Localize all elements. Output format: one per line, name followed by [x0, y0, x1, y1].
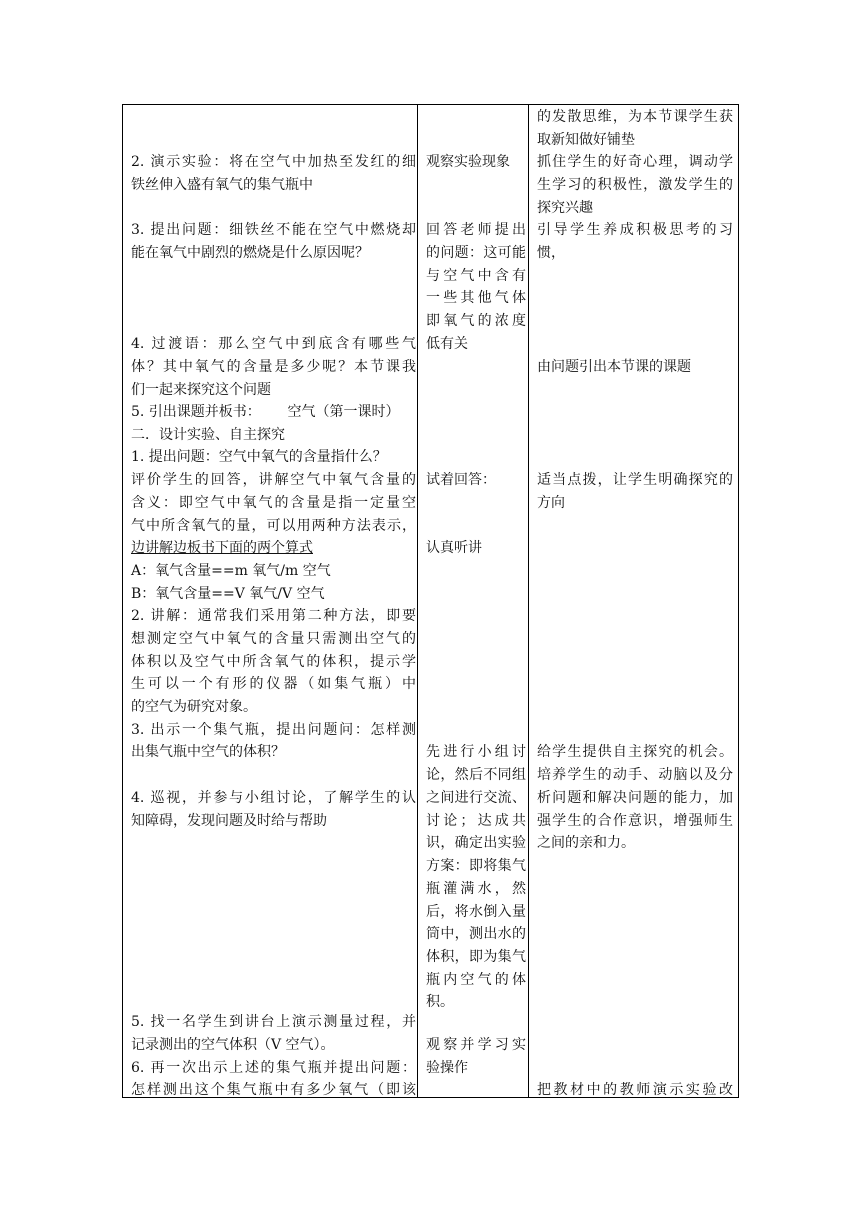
text-line: 铁丝伸入盛有氧气的集气瓶中	[131, 177, 313, 193]
text-line: 认真听讲	[426, 540, 482, 556]
text-line: 试着回答：	[426, 472, 496, 488]
text-line: 2. 演示实验：将在空气中加热至发红的细	[131, 154, 416, 170]
text-line: 与空气中含有	[426, 268, 526, 284]
text-line: 适当点拨，让学生明确探究的	[537, 472, 733, 488]
text-line: 回答老师提出	[426, 222, 526, 238]
text-line: 后，将水倒入量	[426, 904, 526, 920]
text-line: 4. 巡视，并参与小组讨论，了解学生的认	[131, 790, 416, 806]
text-line: 体积以及空气中所含氧气的体积，提示学	[131, 654, 416, 670]
text-line: 生可以一个有形的仪器（如集气瓶）中	[131, 676, 416, 692]
text-line: 生学习的积极性，激发学生的	[537, 177, 733, 193]
text-line: 3. 提出问题：细铁丝不能在空气中燃烧却	[131, 222, 416, 238]
text-line: 观察实验现象	[426, 154, 510, 170]
text-line: 知障碍，发现问题及时给与帮助	[131, 813, 327, 829]
text-line: 给学生提供自主探究的机会。	[537, 744, 733, 760]
text-line: 筒中，测出水的	[426, 926, 526, 942]
text-line: 记录测出的空气体积（V 空气）。	[131, 1037, 335, 1053]
text-line: 3. 出示一个集气瓶，提出问题问：怎样测	[131, 722, 416, 738]
text-line: 怎样测出这个集气瓶中有多少氧气（即该	[131, 1082, 416, 1098]
text-line: 引导学生养成积极思考的习	[537, 222, 733, 238]
text-line: 体积，即为集气	[426, 949, 526, 965]
text-line: 一些其他气体	[426, 290, 526, 306]
text-line: 方案：即将集气	[426, 858, 526, 874]
text-line: 之间的亲和力。	[537, 835, 635, 851]
text-line: 低有关	[426, 336, 468, 352]
formula-a: A：氧气含量==m 氧气/m 空气	[131, 563, 331, 579]
text-line: 能在氧气中剧烈的燃烧是什么原因呢？	[131, 245, 369, 261]
text-line: 评价学生的回答，讲解空气中氧气含量的	[131, 472, 416, 488]
text-line: 之间进行交流、	[426, 790, 526, 806]
text-line: 想测定空气中氧气的含量只需测出空气的	[131, 631, 416, 647]
text-line: 瓶内空气的体	[426, 972, 526, 988]
column-divider-2	[528, 105, 529, 1097]
text-line: 验操作	[426, 1060, 468, 1076]
text-line: 气中所含氧气的量，可以用两种方法表示，	[131, 518, 416, 534]
text-line: 出集气瓶中空气的体积？	[131, 744, 285, 760]
formula-b: B：氧气含量==V 氧气/V 空气	[131, 586, 325, 602]
text-line: 方向	[537, 495, 565, 511]
text-line: 积。	[426, 994, 454, 1010]
column-divider-1	[417, 105, 418, 1097]
section-heading: 二．设计实验、自主探究	[131, 427, 285, 443]
text-line: 先进行小组讨	[426, 744, 526, 760]
text-line: 探究兴趣	[537, 200, 593, 216]
text-line: 把教材中的教师演示实验改	[537, 1082, 733, 1098]
text-line: 取新知做好铺垫	[537, 132, 635, 148]
text-line: 即氧气的浓度	[426, 313, 526, 329]
text-line: 识，确定出实验	[426, 835, 526, 851]
lesson-title-line: 5. 引出课题并板书： 空气（第一课时）	[131, 404, 400, 420]
text-line: 由问题引出本节课的课题	[537, 359, 691, 375]
text-line: 强学生的合作意识，增强师生	[537, 813, 733, 829]
text-line: 论，然后不同组	[426, 767, 526, 783]
text-line: 培养学生的动手、动脑以及分	[537, 767, 733, 783]
text-line: 4. 过渡语：那么空气中到底含有哪些气	[131, 336, 416, 352]
text-line: 的问题：这可能	[426, 245, 526, 261]
text-line: 们一起来探究这个问题	[131, 382, 271, 398]
text-line: 5. 找一名学生到讲台上演示测量过程，并	[131, 1014, 416, 1030]
text-line: 瓶灌满水，然	[426, 881, 526, 897]
text-line: 讨论；达成共	[426, 813, 526, 829]
lesson-plan-table	[122, 104, 739, 1098]
text-line: 观察并学习实	[426, 1037, 526, 1053]
text-line: 的空气为研究对象。	[131, 699, 257, 715]
text-line: 6. 再一次出示上述的集气瓶并提出问题：	[131, 1060, 416, 1076]
text-line: 1. 提出问题：空气中氧气的含量指什么？	[131, 449, 387, 465]
text-line: 的发散思维，为本节课学生获	[537, 109, 733, 125]
text-line: 体？其中氧气的含量是多少呢？本节课我	[131, 359, 416, 375]
text-line: 含义：即空气中氧气的含量是指一定量空	[131, 495, 416, 511]
underlined-text: 边讲解边板书下面的两个算式	[131, 540, 313, 556]
text-line: 惯，	[537, 245, 565, 261]
text-line: 析问题和解决问题的能力，加	[537, 790, 733, 806]
text-line: 2. 讲解：通常我们采用第二种方法，即要	[131, 608, 416, 624]
text-line: 抓住学生的好奇心理，调动学	[537, 154, 733, 170]
